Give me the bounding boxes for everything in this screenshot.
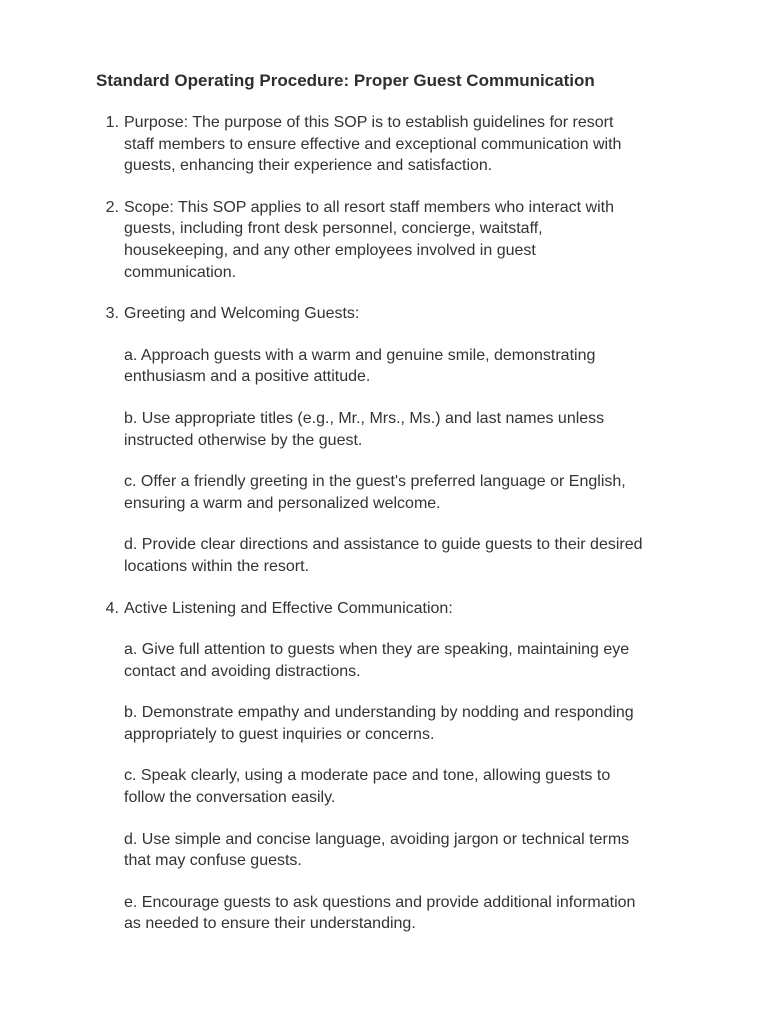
section-heading: Active Listening and Effective Communication: (124, 599, 453, 617)
section-number: 1. (105, 114, 119, 131)
section-text (124, 197, 684, 283)
text-line: Scope: This SOP applies to all resort staff members who interact with (124, 198, 614, 216)
section-number: 2. (105, 198, 119, 216)
text-line: c. Speak clearly, using a moderate pace and tone, allowing guests to (124, 767, 611, 785)
text-line: ensuring a warm and personalized welcome. (124, 494, 441, 512)
text-line: Purpose: The purpose of this SOP is to establish guidelines for resort (124, 114, 614, 131)
list-item (124, 408, 684, 451)
text-line: a. Give full attention to guests when they are speaking, maintaining eye (124, 641, 630, 659)
text-line: guests, including front desk personnel, concierge, waitstaff, (124, 220, 543, 238)
text-line: b. Use appropriate titles (e.g., Mr., Mrs., Ms.) and last names unless (124, 409, 605, 427)
text-line: follow the conversation easily. (124, 789, 336, 807)
section-scope (96, 197, 728, 283)
section-purpose (96, 112, 728, 177)
section-heading: Greeting and Welcoming Guests: (124, 305, 360, 323)
section-number: 4. (105, 599, 119, 617)
list-item (124, 534, 684, 577)
text-line: d. Use simple and concise language, avoiding jargon or technical terms (124, 830, 630, 848)
text-line: communication. (124, 263, 237, 281)
list-item (124, 702, 684, 745)
text-line: appropriately to guest inquiries or concerns. (124, 725, 435, 743)
list-item (124, 892, 684, 935)
text-line: enthusiasm and a positive attitude. (124, 368, 371, 386)
text-line: instructed otherwise by the guest. (124, 431, 363, 449)
text-line: contact and avoiding distractions. (124, 662, 361, 680)
text-line: d. Provide clear directions and assistance to guide guests to their desired (124, 536, 643, 554)
list-item (124, 829, 684, 872)
list-item (124, 639, 684, 682)
list-item (124, 471, 684, 514)
text-line: locations within the resort. (124, 557, 309, 575)
text-line: c. Offer a friendly greeting in the guest's preferred language or English, (124, 473, 626, 491)
text-line: guests, enhancing their experience and satisfaction. (124, 157, 493, 175)
section-greeting (96, 303, 728, 577)
section-text (124, 112, 684, 177)
text-line: e. Encourage guests to ask questions and provide additional information (124, 893, 636, 911)
text-line: as needed to ensure their understanding. (124, 915, 416, 933)
page-title: Standard Operating Procedure: Proper Guest Communication (96, 71, 595, 90)
text-line: that may confuse guests. (124, 852, 302, 870)
text-line: housekeeping, and any other employees involved in guest (124, 241, 536, 259)
section-active-listening (96, 598, 728, 936)
text-line: staff members to ensure effective and exceptional communication with (124, 135, 622, 153)
text-line: b. Demonstrate empathy and understanding by nodding and responding (124, 704, 634, 722)
text-line: a. Approach guests with a warm and genuine smile, demonstrating (124, 346, 596, 364)
list-item (124, 345, 684, 388)
section-number: 3. (105, 305, 119, 323)
list-item (124, 765, 684, 808)
